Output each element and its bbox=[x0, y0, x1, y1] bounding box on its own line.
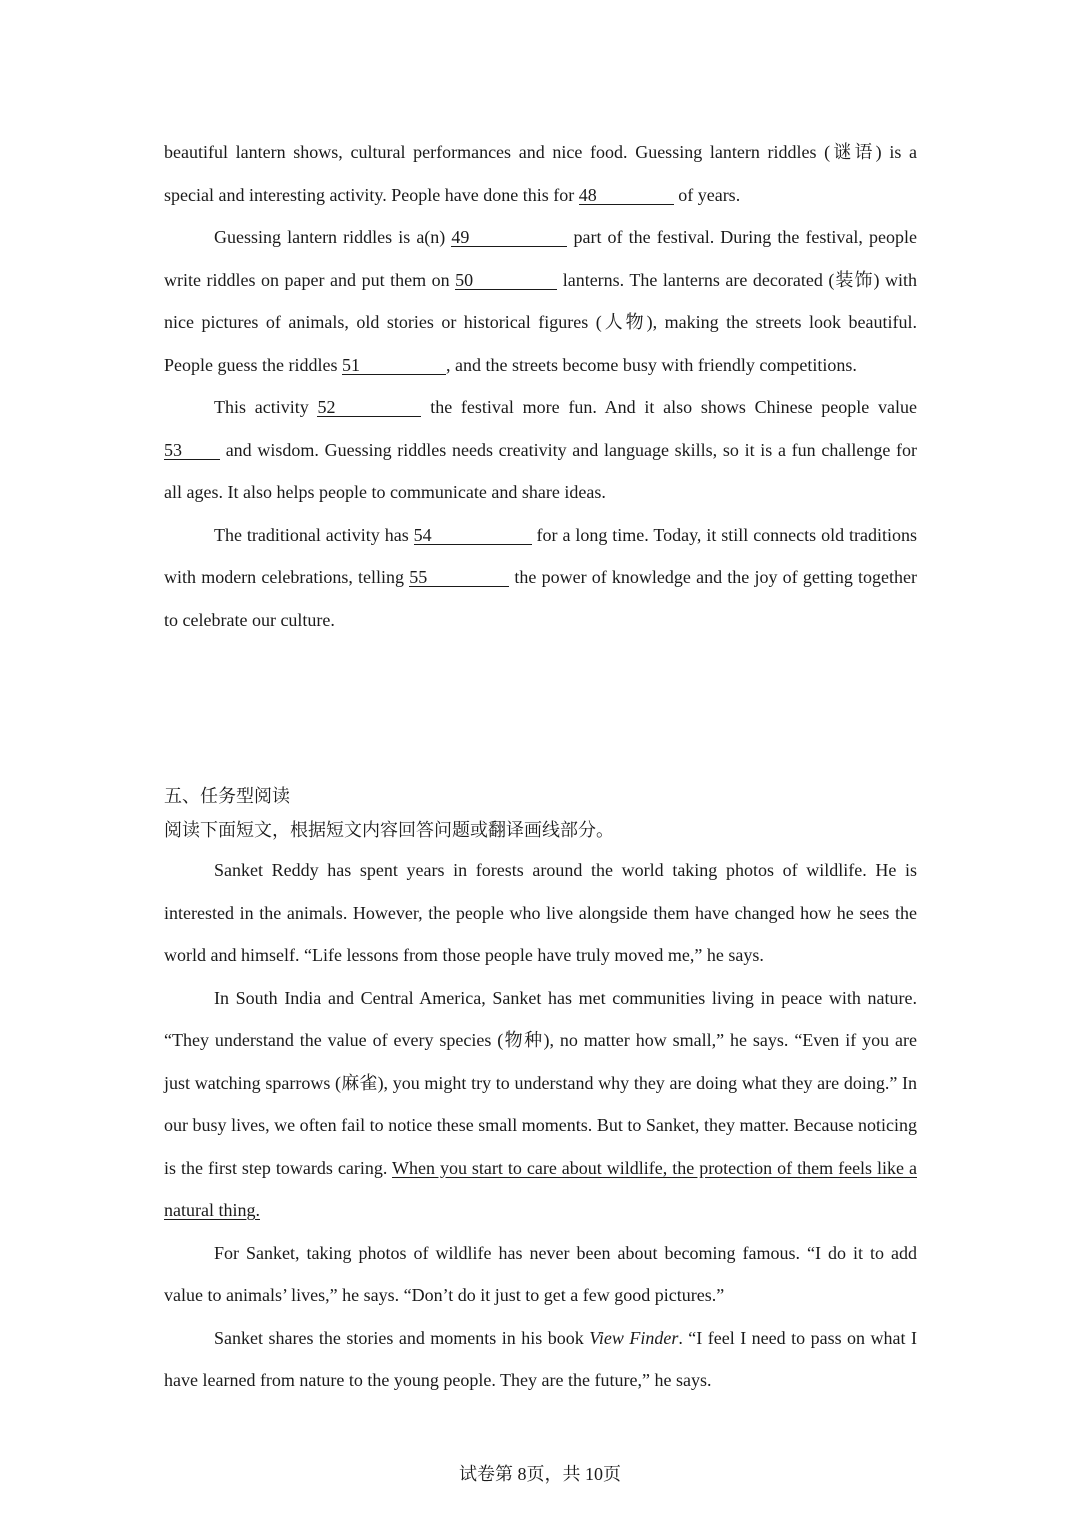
text: the festival more fun. And it also shows Chinese people value bbox=[421, 397, 917, 417]
task-reading-section bbox=[164, 781, 917, 1402]
text: part of the festival. During the festival, people write riddles on paper and put them on bbox=[164, 227, 917, 290]
text: for a long time. Today, it still connects old traditions with modern celebrations, telling bbox=[164, 524, 917, 587]
blank-52: 52 bbox=[317, 398, 421, 417]
text: and wisdom. Guessing riddles needs creativity and language skills, so it is a fun challenge for all ages. It also helps people to communicate and share ideas. bbox=[164, 439, 917, 502]
book-title: View Finder bbox=[589, 1327, 679, 1348]
blank-55: 55 bbox=[409, 568, 509, 587]
paragraph-2 bbox=[164, 216, 917, 386]
underlined-sentence: When you start to care about wildlife, the protection of them feels like a natural thing. bbox=[164, 1157, 917, 1220]
paragraph-4 bbox=[164, 514, 917, 642]
reading-paragraph-1: Sanket Reddy has spent years in forests around the world taking photos of wildlife. He is interested in the animals. However, the people who live alongside them have changed how he sees the world and himself. “Life lessons from those people have truly moved me,” he says. bbox=[164, 860, 917, 965]
text: This activity bbox=[214, 397, 318, 417]
text: the power of knowledge and the joy of getting together to celebrate our culture. bbox=[164, 567, 917, 630]
paragraph-3 bbox=[164, 386, 917, 514]
section-title: 五、任务型阅读 bbox=[164, 786, 290, 806]
reading-paragraph-4 bbox=[164, 1317, 917, 1402]
text: The traditional activity has bbox=[214, 524, 414, 545]
cloze-passage bbox=[164, 131, 917, 641]
text: , and the streets become busy with friendly competitions. bbox=[445, 354, 857, 375]
blank-54: 54 bbox=[414, 526, 532, 545]
blank-51: 51 bbox=[342, 356, 446, 375]
text: . “I feel I need to pass on what I have learned from nature to the young people. They are the future,” he says. bbox=[164, 1327, 917, 1390]
text: Sanket shares the stories and moments in his book bbox=[214, 1327, 590, 1348]
reading-paragraph-3: For Sanket, taking photos of wildlife has never been about becoming famous. “I do it to add value to animals’ lives,” he says. “Don’t do it just to get a few good pictures.” bbox=[164, 1242, 917, 1305]
text: In South India and Central America, Sanket has met communities living in peace with nature. “They understand the value of every species (物种), no matter how small,” he says. “Even if you are just watching sparrows (麻雀), you might try to understand why they are doing what they are doing.” In our busy lives, we often fail to notice these small moments. But to Sanket, they matter. Because noticing is the first step towards caring. bbox=[164, 987, 917, 1178]
text: beautiful lantern shows, cultural performances and nice food. Guessing lantern riddles (谜语) is a special and interesting activity. People have done this for bbox=[164, 142, 917, 205]
blank-53: 53 bbox=[164, 441, 220, 460]
section-instruction: 阅读下面短文，根据短文内容回答问题或翻译画线部分。 bbox=[164, 820, 614, 840]
page-footer: 试卷第 8页，共 10页 bbox=[459, 1464, 621, 1484]
paragraph-1 bbox=[164, 131, 917, 216]
text: Guessing lantern riddles is a(n) bbox=[214, 227, 452, 247]
blank-49: 49 bbox=[451, 228, 567, 247]
reading-paragraph-2 bbox=[164, 977, 917, 1232]
text: lanterns. The lanterns are decorated (装饰) with nice pictures of animals, old stories or historical figures (人物), making the streets look beautiful. People guess the riddles bbox=[164, 269, 917, 375]
blank-50: 50 bbox=[455, 271, 557, 290]
blank-48: 48 bbox=[579, 186, 674, 205]
text: of years. bbox=[673, 184, 741, 205]
